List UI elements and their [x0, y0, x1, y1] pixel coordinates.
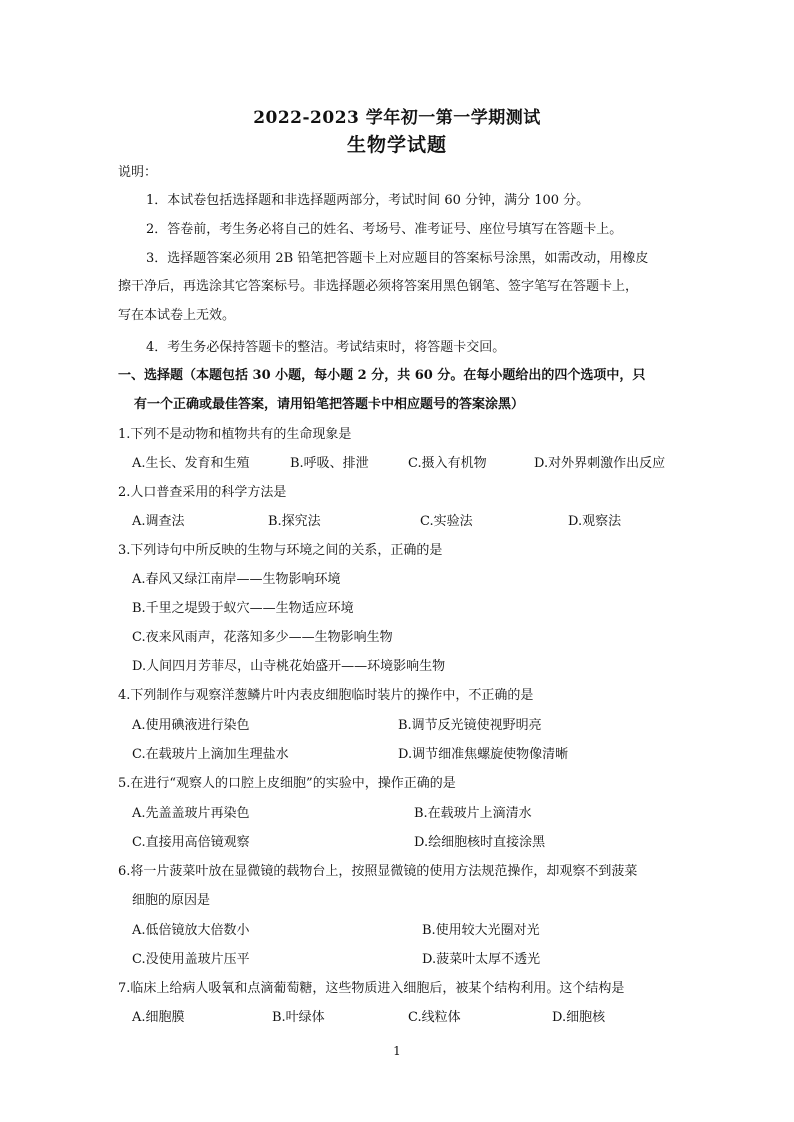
- question-7-option-d: D.细胞核: [552, 1010, 606, 1025]
- question-2-option-a: A.调查法: [132, 514, 185, 529]
- question-4-option-c: C.在载玻片上滴加生理盐水: [132, 747, 289, 762]
- question-6-option-a: A.低倍镜放大倍数小: [132, 923, 250, 938]
- exam-subtitle: 生物学试题: [346, 134, 447, 156]
- note-4: 4．考生务必保持答题卡的整洁。考试结束时，将答题卡交回。: [146, 340, 506, 355]
- question-5-option-b: B.在载玻片上滴清水: [414, 806, 532, 821]
- question-2-option-d: D.观察法: [568, 514, 622, 529]
- note-3-line-1: 3．选择题答案必须用 2B 铅笔把答题卡上对应题目的答案标号涂黑，如需改动，用橡皮: [146, 251, 649, 266]
- question-7-option-c: C.线粒体: [408, 1010, 461, 1025]
- question-7-option-a: A.细胞膜: [132, 1010, 185, 1025]
- question-7-option-b: B.叶绿体: [272, 1010, 325, 1025]
- question-1-stem: 1.下列不是动物和植物共有的生命现象是: [118, 427, 352, 442]
- question-3-option-b: B.千里之堤毁于蚁穴——生物适应环境: [132, 601, 354, 616]
- notes-label: 说明：: [118, 165, 158, 180]
- question-2-stem: 2.人口普查采用的科学方法是: [118, 485, 287, 500]
- section-heading-line-1: 一、选择题（本题包括 30 小题，每小题 2 分，共 60 分。在每小题给出的四个选项中，只: [118, 368, 646, 383]
- question-1-option-a: A.生长、发育和生殖: [132, 456, 250, 471]
- note-1: 1．本试卷包括选择题和非选择题两部分，考试时间 60 分钟，满分 100 分。: [146, 193, 590, 208]
- question-1-option-d: D.对外界刺激作出反应: [534, 456, 666, 471]
- exam-title: 2022-2023 学年初一第一学期测试: [253, 108, 541, 128]
- question-3-option-c: C.夜来风雨声，花落知多少——生物影响生物: [132, 630, 393, 645]
- question-1-option-b: B.呼吸、排泄: [290, 456, 369, 471]
- page-number: 1: [393, 1044, 401, 1058]
- question-6-option-d: D.菠菜叶太厚不透光: [422, 952, 541, 967]
- section-heading-line-2: 有一个正确或最佳答案，请用铅笔把答题卡中相应题号的答案涂黑）: [134, 397, 525, 412]
- question-2-option-c: C.实验法: [420, 514, 473, 529]
- question-4-option-b: B.调节反光镜使视野明亮: [398, 718, 542, 733]
- note-2: 2．答卷前，考生务必将自己的姓名、考场号、准考证号、座位号填写在答题卡上。: [146, 222, 623, 237]
- question-5-option-d: D.绘细胞核时直接涂黑: [414, 835, 546, 850]
- question-5-option-c: C.直接用高倍镜观察: [132, 835, 250, 850]
- question-6-option-b: B.使用较大光圈对光: [422, 923, 540, 938]
- question-3-option-d: D.人间四月芳菲尽，山寺桃花始盛开——环境影响生物: [132, 659, 446, 674]
- question-1-option-c: C.摄入有机物: [408, 456, 487, 471]
- question-4-option-d: D.调节细准焦螺旋使物像清晰: [398, 747, 569, 762]
- question-4-option-a: A.使用碘液进行染色: [132, 718, 250, 733]
- question-7-stem: 7.临床上给病人吸氧和点滴葡萄糖，这些物质进入细胞后，被某个结构利用。这个结构是: [118, 981, 625, 996]
- question-2-option-b: B.探究法: [268, 514, 321, 529]
- question-4-stem: 4.下列制作与观察洋葱鳞片叶内表皮细胞临时装片的操作中，不正确的是: [118, 688, 534, 703]
- question-5-stem: 5.在进行“观察人的口腔上皮细胞”的实验中，操作正确的是: [118, 776, 456, 791]
- question-3-stem: 3.下列诗句中所反映的生物与环境之间的关系，正确的是: [118, 543, 443, 558]
- question-6-option-c: C.没使用盖玻片压平: [132, 952, 250, 967]
- question-3-option-a: A.春风又绿江南岸——生物影响环境: [132, 572, 341, 587]
- note-3-line-2: 擦干净后，再选涂其它答案标号。非选择题必须将答案用黑色钢笔、签字笔写在答题卡上，: [118, 279, 639, 294]
- question-6-stem-line-2: 细胞的原因是: [132, 893, 211, 908]
- note-3-line-3: 写在本试卷上无效。: [118, 308, 236, 323]
- question-6-stem-line-1: 6.将一片菠菜叶放在显微镜的载物台上，按照显微镜的使用方法规范操作，却观察不到菠菜: [118, 864, 638, 879]
- question-5-option-a: A.先盖盖玻片再染色: [132, 806, 250, 821]
